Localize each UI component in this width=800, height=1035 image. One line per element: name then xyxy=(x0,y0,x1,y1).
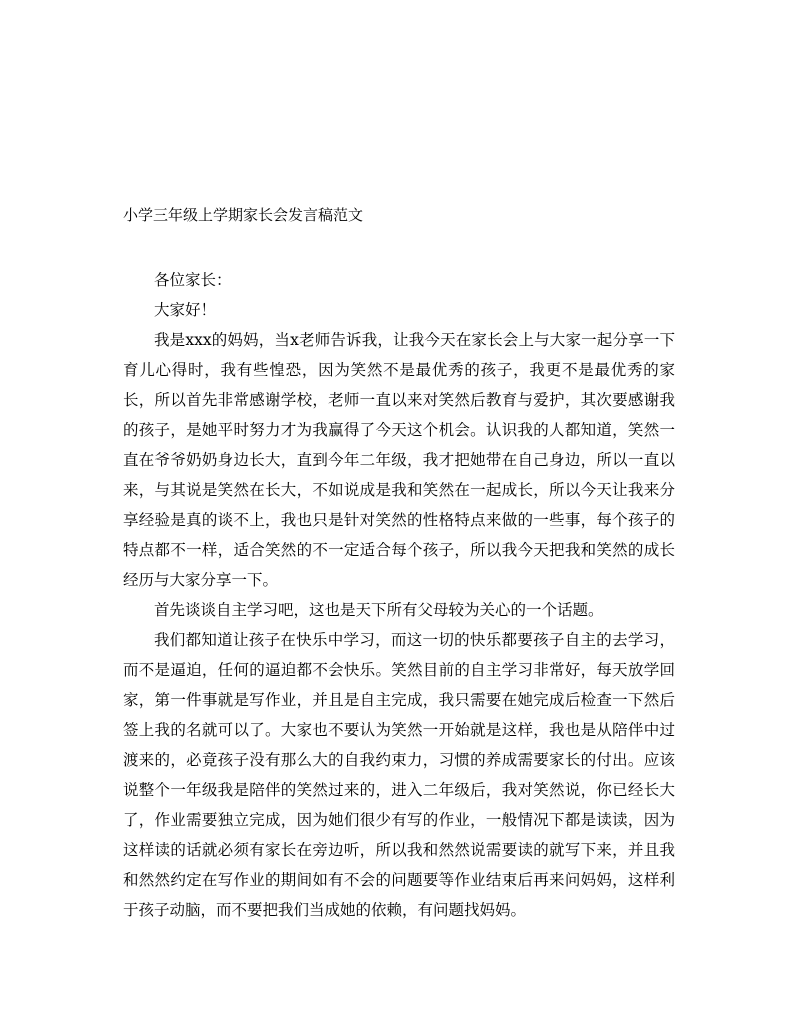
document-title: 小学三年级上学期家长会发言稿范文 xyxy=(123,206,364,224)
salutation: 各位家长： xyxy=(154,271,232,289)
body-paragraph: 我们都知道让孩子在快乐中学习，而这一切的快乐都要孩子自主的去学习，而不是逼迫，任何的逼迫都不会快乐。笑然目前的自主学习非常好，每天放学回家，第一件事就是写作业，并且是自主完成，我只需要在她完成后检查一下然后签上我的名就可以了。大家也不要认为笑然一开始就是这样，我也是从陪伴中过渡来的，必竟孩子没有那么大的自我约束力，习惯的养成需要家长的付出。应该说整个一年级我是陪伴的笑然过来的，进入二年级后，我对笑然说，你已经长大了，作业需要独立完成，因为她们很少有写的作业，一般情况下都是读读，因为这样读的话就必须有家长在旁边听，所以我和然然说需要读的就写下来，并且我和然然约定在写作业的期间如有不会的问题要等作业结束后再来问妈妈，这样利于孩子动脑，而不要把我们当成她的依赖，有问题找妈妈。 xyxy=(123,631,675,919)
greeting: 大家好！ xyxy=(154,301,217,319)
body-paragraph: 首先谈谈自主学习吧，这也是天下所有父母较为关心的一个话题。 xyxy=(154,601,604,619)
document-body xyxy=(123,265,675,925)
body-paragraph: 我是xxx的妈妈，当x老师告诉我，让我今天在家长会上与大家一起分享一下育儿心得时，我有些惶恐，因为笑然不是最优秀的孩子，我更不是最优秀的家长，所以首先非常感谢学校，老师一直以来对笑然后教育与爱护，其次要感谢我的孩子，是她平时努力才为我赢得了今天这个机会。认识我的人都知道，笑然一直在爷爷奶奶身边长大，直到今年二年级，我才把她带在自己身边，所以一直以来，与其说是笑然在长大，不如说成是我和笑然在一起成长，所以今天让我来分享经验是真的谈不上，我也只是针对笑然的性格特点来做的一些事，每个孩子的特点都不一样，适合笑然的不一定适合每个孩子，所以我今天把我和笑然的成长经历与大家分享一下。 xyxy=(123,331,675,589)
